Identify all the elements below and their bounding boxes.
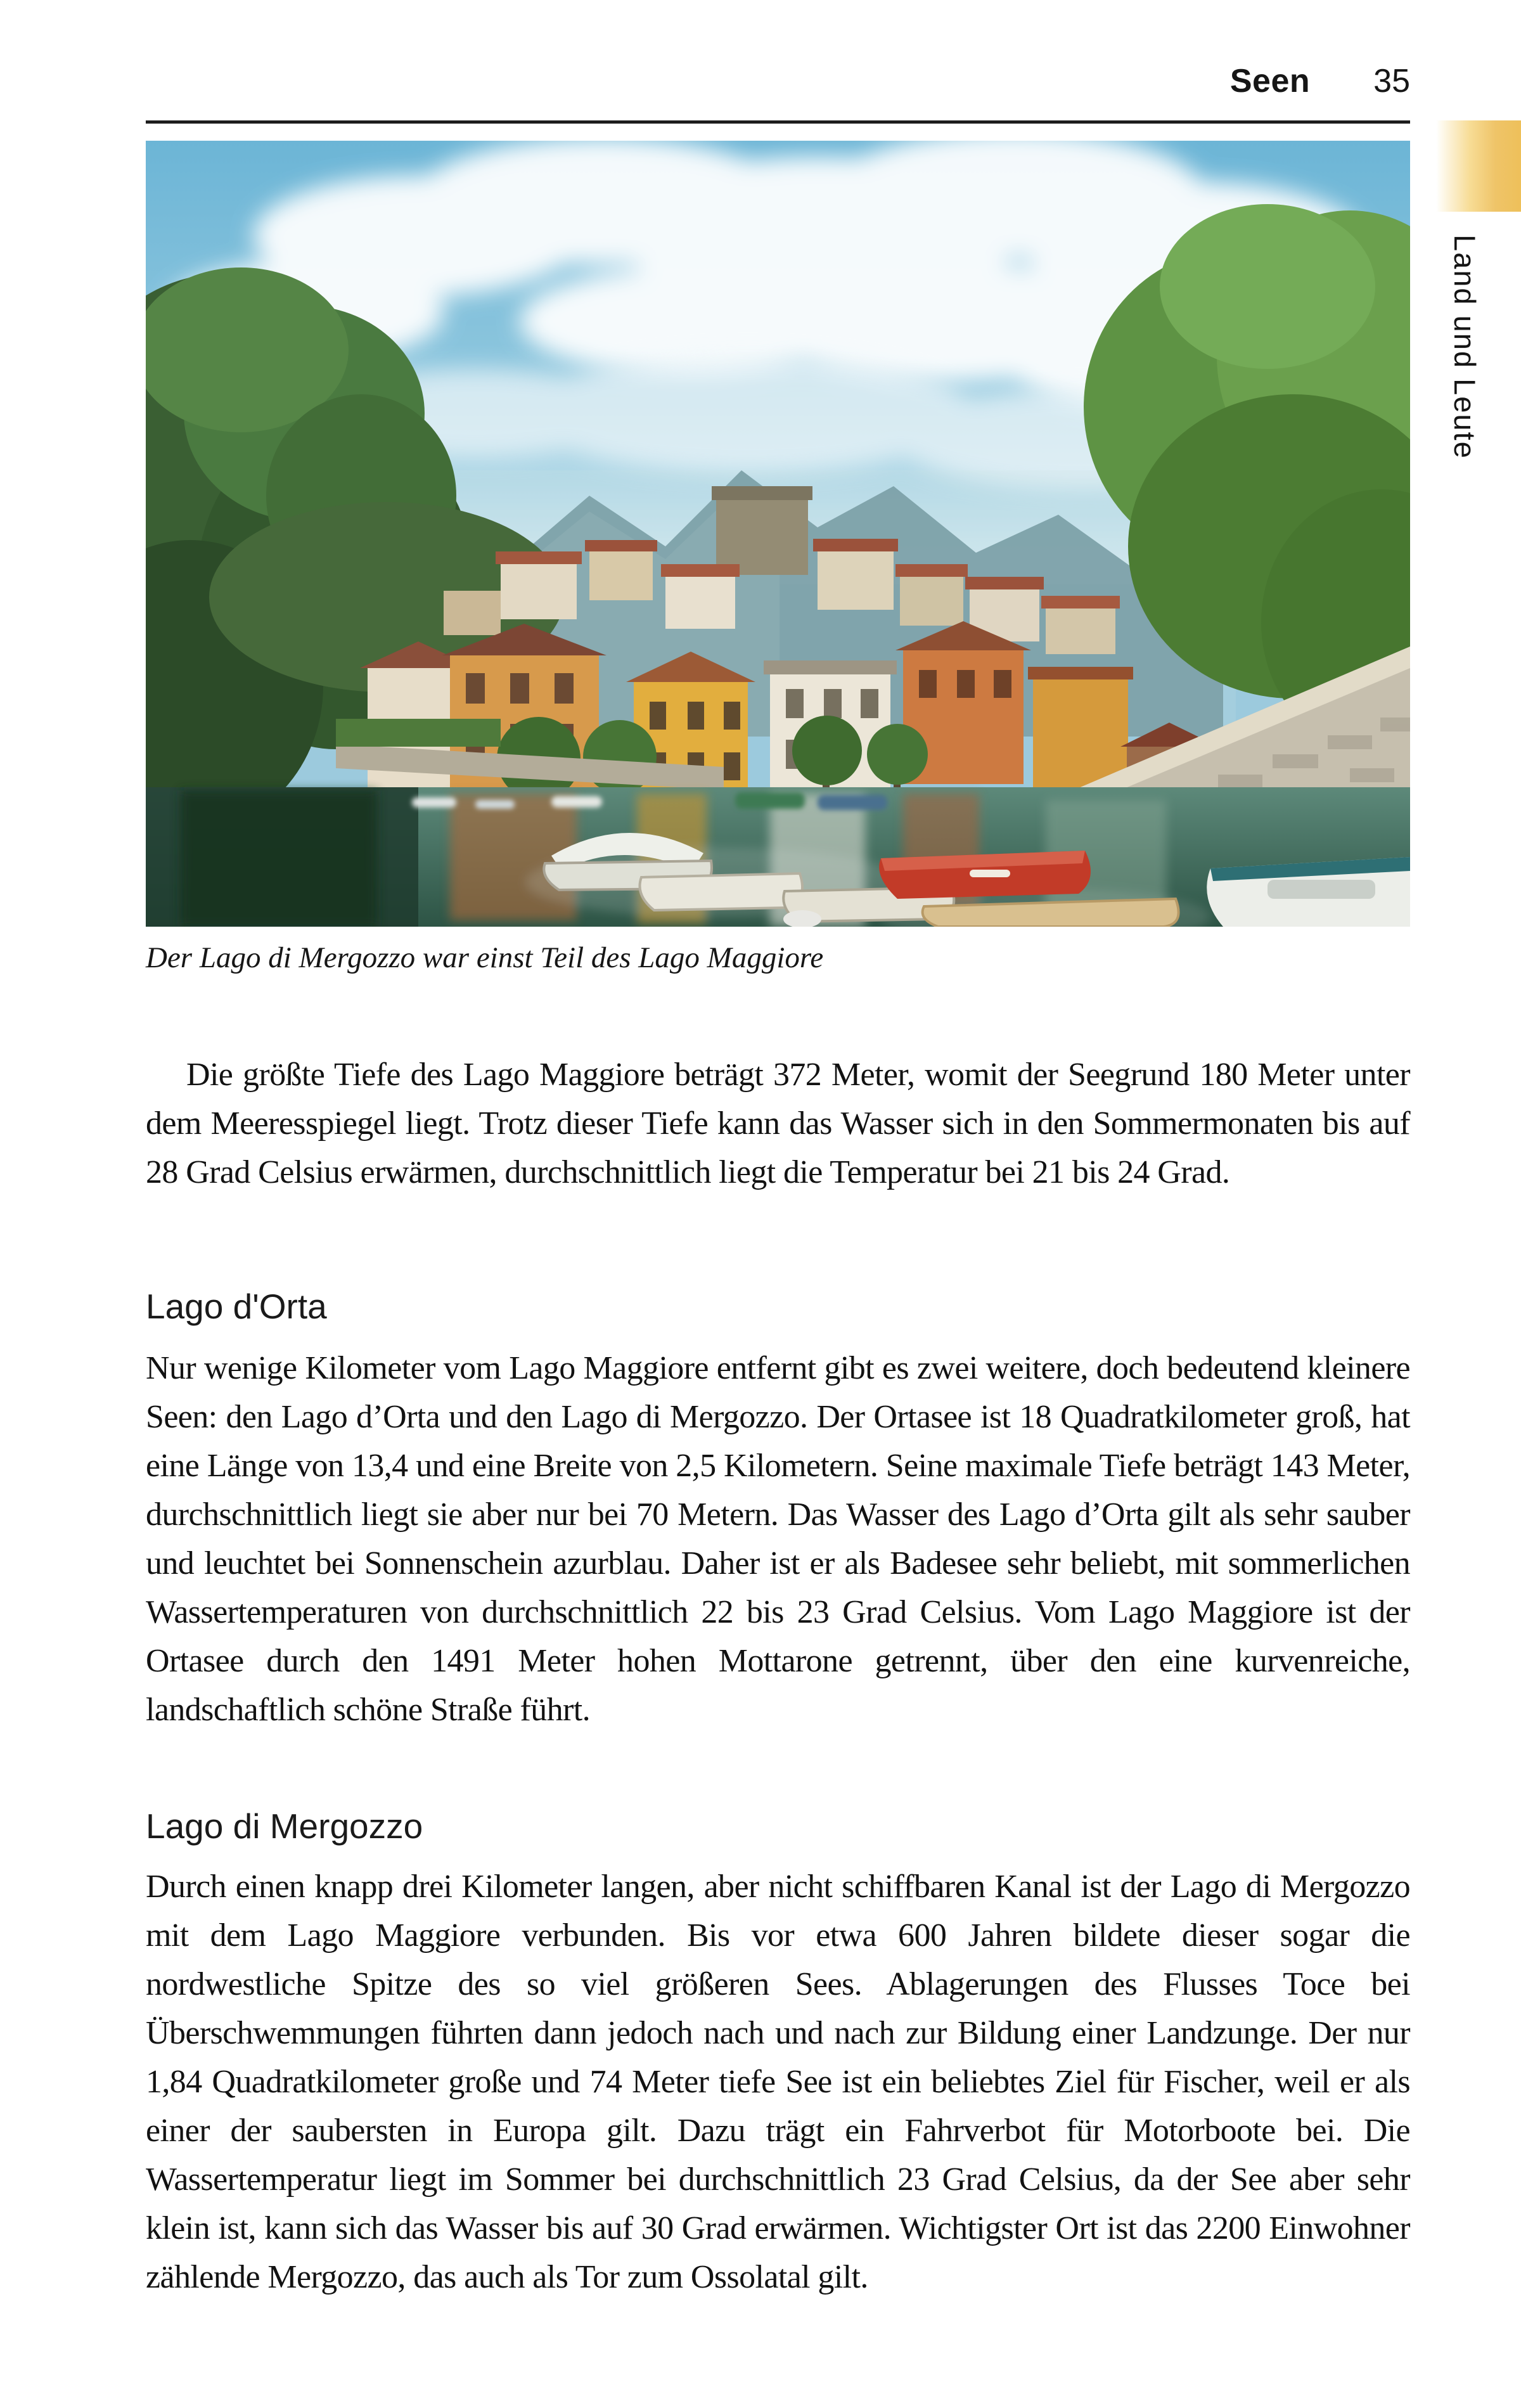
header-rule <box>146 120 1410 124</box>
chapter-tab <box>1436 120 1521 212</box>
lake-photo-illustration <box>146 141 1410 927</box>
running-header-page-number: 35 <box>1373 63 1410 100</box>
section-heading-lago-dorta: Lago d'Orta <box>146 1286 327 1326</box>
chapter-tab-label: Land und Leute <box>1448 235 1482 460</box>
running-header-section-title: Seen <box>1229 63 1311 100</box>
section-heading-lago-di-mergozzo: Lago di Mergozzo <box>146 1806 423 1846</box>
photo-caption: Der Lago di Mergozzo war einst Teil des Lago Maggiore <box>146 941 824 974</box>
body-paragraph-intro: Die größte Tiefe des Lago Maggiore beträgt 372 Meter, womit der Seegrund 180 Meter unter dem Meeresspiegel liegt. Trotz dieser Tiefe kann das Wasser sich in den Sommermonaten bis auf 28 Grad Celsius erwärmen, durchschnittlich liegt die Temperatur bei 21 bis 24 Grad. <box>146 1057 1410 1190</box>
body-paragraph-lago-dorta: Nur wenige Kilometer vom Lago Maggiore entfernt gibt es zwei weitere, doch bedeutend kleinere Seen: den Lago d’Orta und den Lago di Mergozzo. Der Ortasee ist 18 Quadratkilometer groß, hat eine Länge von 13,4 und eine Breite von 2,5 Kilometern. Seine maximale Tiefe beträgt 143 Meter, durchschnittlich liegt sie aber nur bei 70 Metern. Das Wasser des Lago d’Orta gilt als sehr sauber und leuchtet bei Sonnenschein azurblau. Daher ist er als Badesee sehr beliebt, mit sommerlichen Wassertemperaturen von durchschnittlich 22 bis 23 Grad Celsius. Vom Lago Maggiore ist der Ortasee durch den 1491 Meter hohen Mottarone getrennt, über den eine kurvenreiche, landschaftlich schöne Straße führt. <box>146 1350 1410 1728</box>
body-paragraph-lago-di-mergozzo: Durch einen knapp drei Kilometer langen, aber nicht schiffbaren Kanal ist der Lago di Mergozzo mit dem Lago Maggiore verbunden. Bis vor etwa 600 Jahren bildete dieser sogar die nordwestliche Spitze des so viel größeren Sees. Ablagerungen des Flusses Toce bei Überschwemmungen führten dann jedoch nach und nach zur Bildung einer Landzunge. Der nur 1,84 Quadratkilometer große und 74 Meter tiefe See ist ein beliebtes Ziel für Fischer, weil er als einer der saubersten in Europa gilt. Dazu trägt ein Fahrverbot für Motorboote bei. Die Wassertemperatur liegt im Sommer bei durchschnittlich 23 Grad Celsius, da der See aber sehr klein ist, kann sich das Wasser bis auf 30 Grad erwärmen. Wichtigster Ort ist das 2200 Einwohner zählende Mergozzo, das auch als Tor zum Ossolatal gilt. <box>146 1869 1410 2295</box>
running-header <box>1230 62 1410 100</box>
lake-photo <box>146 141 1410 927</box>
